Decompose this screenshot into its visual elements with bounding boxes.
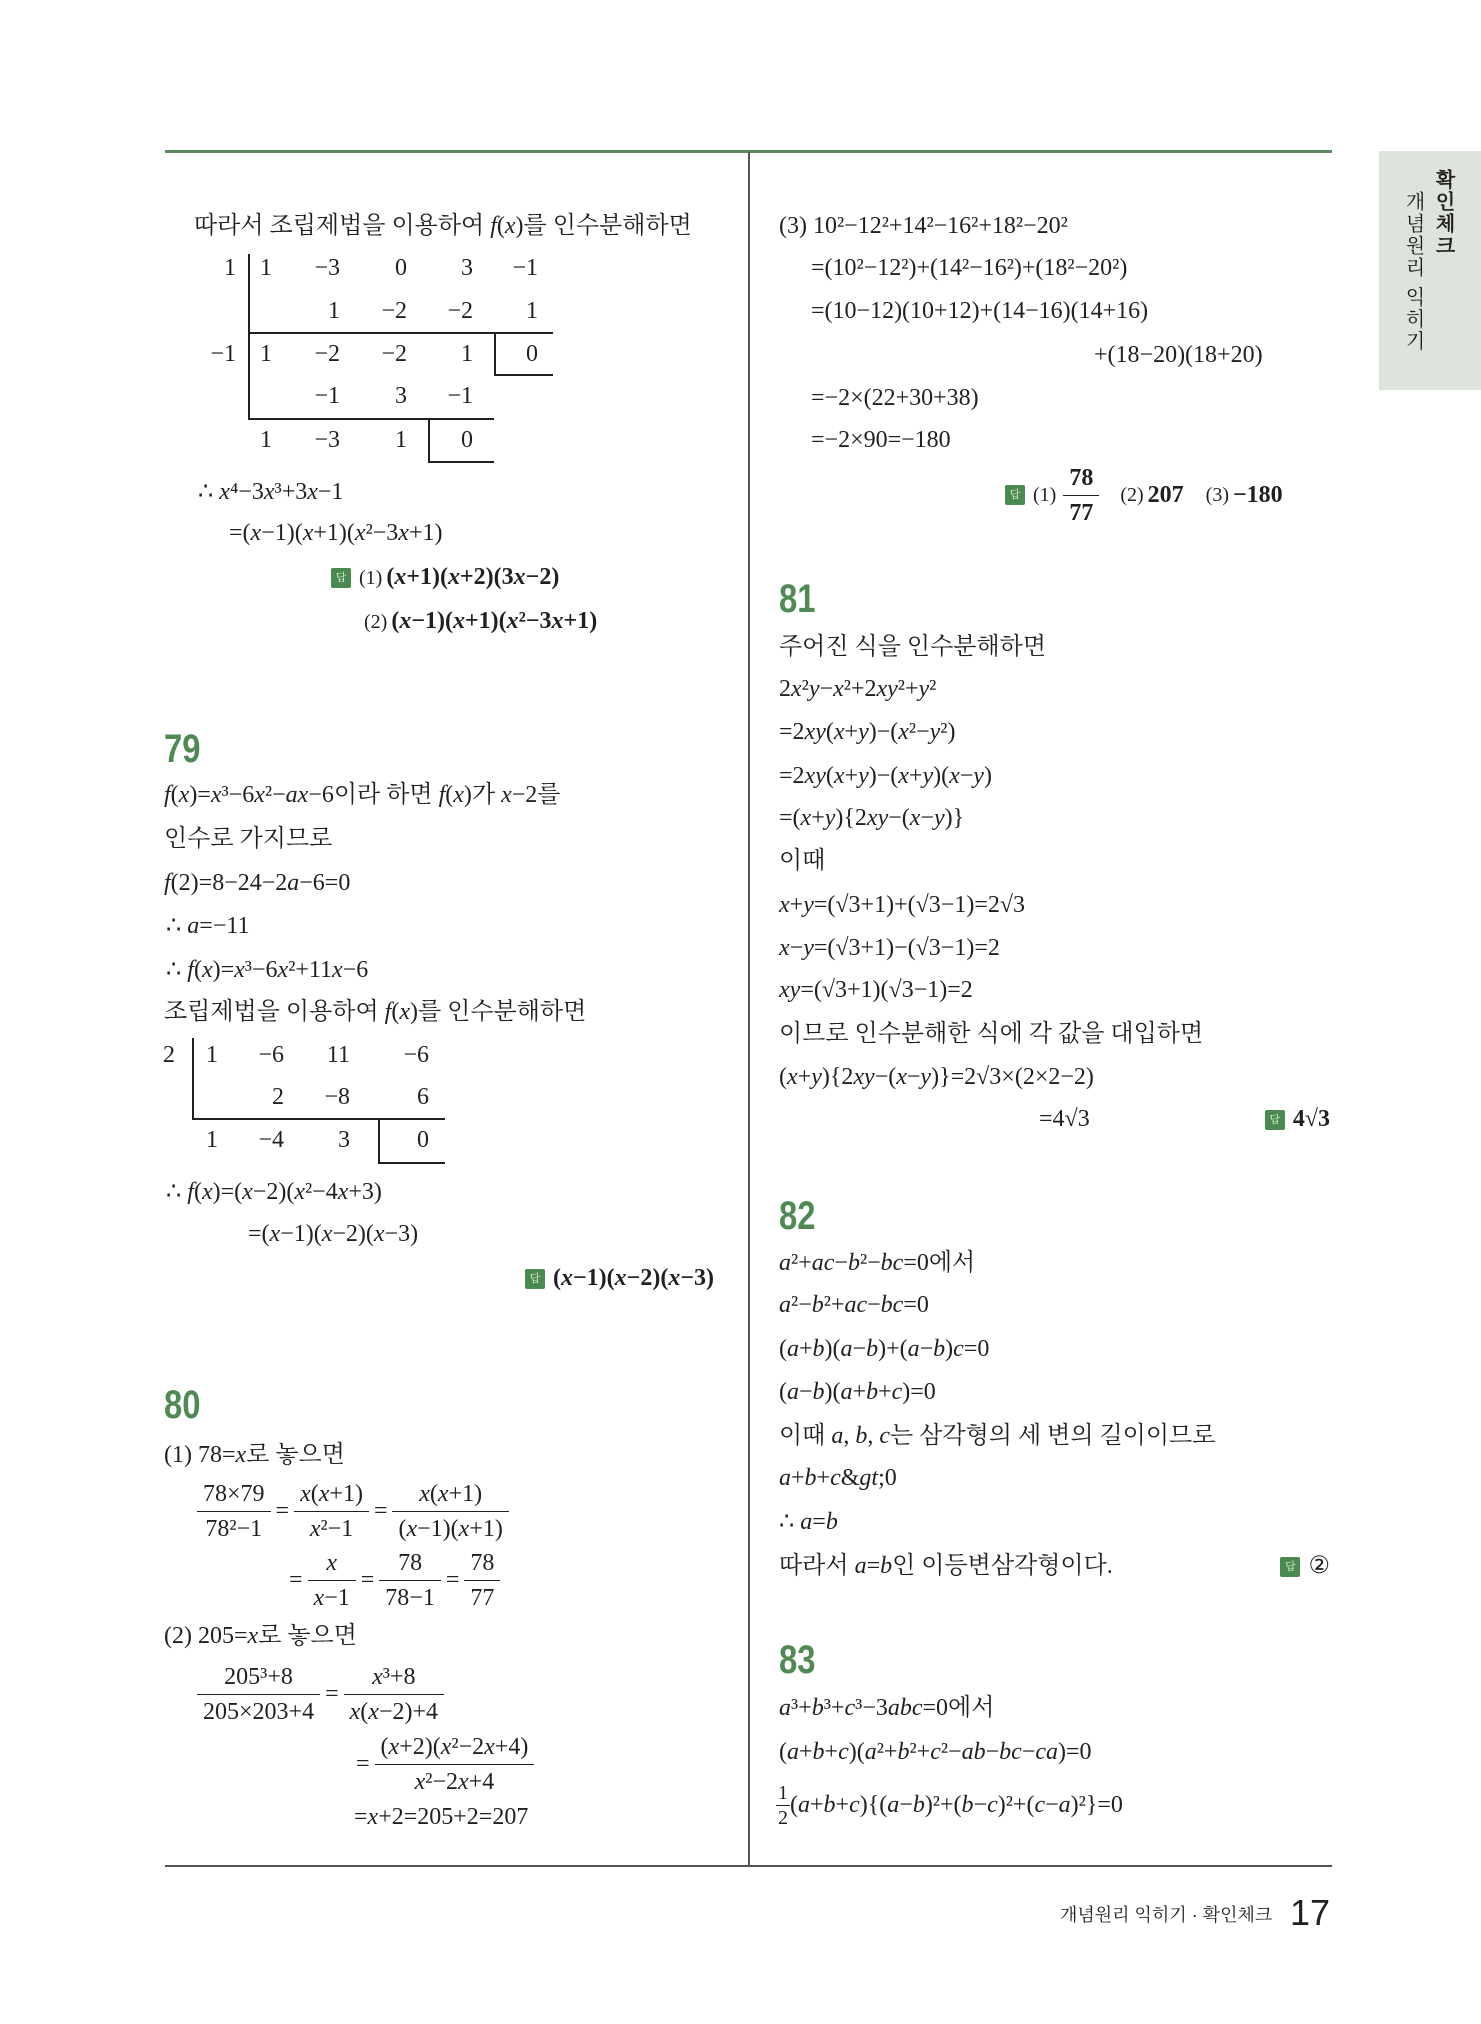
p81-line: 주어진 식을 인수분해하면 (779, 634, 1047, 660)
p78-final-answer: 답 (1) $\frac{78}{77}$ (2) 207 (3) −180 (1005, 455, 1283, 535)
p81-line: x−y=(√3+1)−(√3−1)=2 (779, 935, 1000, 961)
fraction: $\frac{\text{205³+8}}{205\times 203+4}$ (197, 1662, 320, 1727)
answer-value: (x−1)(x−2)(x−3) (552, 1265, 714, 1291)
division-cell: 0 (395, 255, 407, 281)
fraction: $\frac{78}{77}$ (1063, 463, 1099, 528)
division-cell: 1 (395, 427, 407, 453)
p80-fraction-row-3: $\frac{\text{205³+8}}{205\times 203+4}$ = $\frac{\text{x³+8}}{x(x-2)+4}$ (194, 1654, 447, 1734)
division-cell: −1 (512, 255, 538, 281)
p83-line: a³+b³+c³−3abc=0에서 (779, 1695, 995, 1721)
fraction: $\frac{78}{77}$ (464, 1548, 500, 1613)
problem-number-80: 80 (164, 1383, 201, 1427)
fraction: $\frac{x(x+1)}{(x-1)(x+1)}$ (392, 1479, 508, 1544)
p79-after: ∴ f(x)=(x−2)(x²−4x+3) (166, 1179, 382, 1205)
answer-label: (2) (364, 611, 388, 633)
answer-value: 4√3 (1292, 1106, 1330, 1132)
fraction: $\frac{78}{78-1}$ (379, 1548, 441, 1613)
division-cell: 1 (260, 341, 272, 367)
division-cell: 0 (461, 427, 473, 453)
p79-after: =(x−1)(x−2)(x−3) (248, 1221, 419, 1247)
division-cell: −1 (314, 383, 340, 409)
division-cell: 11 (326, 1042, 350, 1068)
p81-line: 2x²y−x²+2xy²+y² (779, 676, 937, 702)
division-cell: 1 (260, 427, 272, 453)
division-cell: 3 (338, 1127, 350, 1153)
p80-fraction-row-4: = $\frac{\text{(x+2)(x²−2x+4)}}{\text{x²−2x+4}}$ (354, 1724, 537, 1804)
division-cell: 1 (526, 298, 538, 324)
p81-line: 이때 (779, 848, 826, 874)
p79-line: ∴ f(x)=x³−6x²+11x−6 (166, 957, 369, 983)
answer-value: (x−1)(x+1)(x²−3x+1) (391, 608, 598, 634)
answer-badge-icon: 답 (525, 1269, 545, 1289)
problem-number-79: 79 (164, 727, 201, 771)
division-cell: −6 (258, 1042, 284, 1068)
p81-line: xy=(√3+1)(√3−1)=2 (779, 977, 973, 1003)
p78-part3-line: +(18−20)(18+20) (1094, 342, 1263, 368)
p83-line: (a+b+c)(a²+b²+c²−ab−bc−ca)=0 (779, 1739, 1092, 1765)
column-divider (748, 152, 750, 1866)
division-cell: 0 (417, 1127, 429, 1153)
p79-line: ∴ a=−11 (166, 913, 250, 939)
problem-number-82: 82 (779, 1194, 816, 1238)
division-cell: 3 (395, 383, 407, 409)
p81-line: =2xy(x+y)−(x²−y²) (779, 719, 956, 745)
division-cell: −4 (258, 1127, 284, 1153)
division-cell: 1 (328, 298, 340, 324)
p80-fraction-row-1: $\frac{78\times 79}{\text{78²−1}}$ = $\frac{x(x+1)}{\text{x²−1}}$ = $\frac{x(x+1)}{(x-1)(x+1)}$ (194, 1471, 512, 1551)
problem-number-83: 83 (779, 1638, 816, 1682)
p83-last-line: $\frac{1}{2}$ (a+b+c){(a−b)²+(b−c)²+(c−a)²}=0 (778, 1781, 1123, 1829)
division-cell: −3 (314, 255, 340, 281)
p79-answer (414, 1261, 714, 1295)
answer-label: (1) (359, 567, 383, 589)
p80-part2: (2) 205=x로 놓으면 (164, 1623, 357, 1649)
p82-answer (1130, 1549, 1330, 1583)
p78-line: ∴ x⁴−3x³+3x−1 (198, 479, 344, 505)
fraction: $\frac{1}{2}$ (778, 1781, 788, 1829)
p78-part3-line: =−2×90=−180 (811, 427, 951, 453)
p82-line: a+b+c&gt;0 (779, 1465, 897, 1491)
p79-line: 조립제법을 이용하여 f(x)를 인수분해하면 (164, 999, 587, 1025)
answer-value: (x+1)(x+2)(3x−2) (386, 564, 560, 590)
p81-line: (x+y){2xy−(x−y)}=2√3×(2×2−2) (779, 1064, 1094, 1090)
p82-line: a²−b²+ac−bc=0 (779, 1292, 929, 1318)
division-cell: 2 (272, 1084, 284, 1110)
fraction: $\frac{x(x+1)}{\text{x²−1}}$ (294, 1479, 369, 1544)
p81-answer (1130, 1102, 1330, 1136)
answer-badge-icon: 답 (1005, 485, 1025, 505)
division-cell: −8 (324, 1084, 350, 1110)
answer-value: ② (1308, 1553, 1330, 1579)
division-cell: −2 (381, 341, 407, 367)
p82-line: ∴ a=b (779, 1509, 838, 1535)
answer-badge-icon: 답 (331, 568, 351, 588)
p82-line: 이때 a, b, c는 삼각형의 세 변의 길이이므로 (779, 1423, 1216, 1449)
bottom-rule (165, 1865, 1332, 1867)
division-cell: −1 (447, 383, 473, 409)
division-divisor: −1 (210, 341, 236, 367)
p80-last: =x+2=205+2=207 (354, 1804, 529, 1830)
footer-section-title: 개념원리 익히기 · 확인체크 (1060, 1905, 1273, 1925)
division-divisor: 1 (224, 255, 236, 281)
division-cell: 1 (206, 1042, 218, 1068)
p78-line: =(x−1)(x+1)(x²−3x+1) (229, 520, 443, 546)
p81-line: x+y=(√3+1)+(√3−1)=2√3 (779, 892, 1026, 918)
p78-answer-1 (331, 560, 559, 594)
page-number: 17 (1290, 1892, 1331, 1933)
division-cell: −2 (314, 341, 340, 367)
p79-line: f(2)=8−24−2a−6=0 (164, 870, 351, 896)
division-cell: 1 (260, 255, 272, 281)
answer-badge-icon: 답 (1280, 1557, 1300, 1577)
p79-line: f(x)=x³−6x²−ax−6이라 하면 f(x)가 x−2를 (164, 782, 561, 808)
p82-line: a²+ac−b²−bc=0에서 (779, 1250, 976, 1276)
p82-line: (a−b)(a+b+c)=0 (779, 1379, 936, 1405)
fraction: $\frac{78\times 79}{\text{78²−1}}$ (197, 1479, 271, 1544)
division-cell: 1 (461, 341, 473, 367)
p81-line: =2xy(x+y)−(x+y)(x−y) (779, 763, 992, 789)
p81-line: =4√3 (1039, 1106, 1090, 1132)
p81-line: 이므로 인수분해한 식에 각 값을 대입하면 (779, 1021, 1204, 1047)
division-cell: 1 (206, 1127, 218, 1153)
p78-part3-line: =(10−12)(10+12)+(14−16)(14+16) (811, 298, 1149, 324)
p81-line: =(x+y){2xy−(x−y)} (779, 805, 965, 831)
p79-line: 인수로 가지므로 (164, 826, 333, 852)
division-cell: 6 (417, 1084, 429, 1110)
fraction: $\frac{x}{x-1}$ (308, 1548, 356, 1613)
problem-number-81: 81 (779, 577, 816, 621)
fraction: $\frac{\text{x³+8}}{x(x-2)+4}$ (344, 1662, 444, 1727)
p78-part3-line: =(10²−12²)+(14²−16²)+(18²−20²) (811, 255, 1128, 281)
division-cell: −2 (381, 298, 407, 324)
fraction: $\frac{\text{(x+2)(x²−2x+4)}}{\text{x²−2x+4}}$ (375, 1732, 535, 1797)
division-cell: −6 (403, 1042, 429, 1068)
p82-line: (a+b)(a−b)+(a−b)c=0 (779, 1336, 990, 1362)
p78-answer-2 (364, 604, 597, 638)
division-cell: −3 (314, 427, 340, 453)
answer-badge-icon: 답 (1265, 1110, 1285, 1130)
p78-intro: 따라서 조립제법을 이용하여 f(x)를 인수분해하면 (194, 213, 692, 239)
division-divisor: 2 (163, 1042, 175, 1068)
side-tab (1379, 151, 1481, 390)
p80-part1: (1) 78=x로 놓으면 (164, 1442, 345, 1468)
division-cell: 3 (461, 255, 473, 281)
p78-part3-line: =−2×(22+30+38) (811, 385, 979, 411)
p80-fraction-row-2: = $\frac{x}{x-1}$ = $\frac{78}{78-1}$ = $\frac{78}{77}$ (287, 1540, 503, 1620)
division-cell: 0 (526, 341, 538, 367)
side-tab-subtitle: 개념원리 익히기 (1402, 191, 1424, 353)
p78-part3-line: (3) 10²−12²+14²−16²+18²−20² (779, 213, 1068, 239)
p82-line: 따라서 a=b인 이등변삼각형이다. (779, 1553, 1113, 1579)
division-cell: −2 (447, 298, 473, 324)
side-tab-title: 확인체크 (1432, 169, 1454, 257)
